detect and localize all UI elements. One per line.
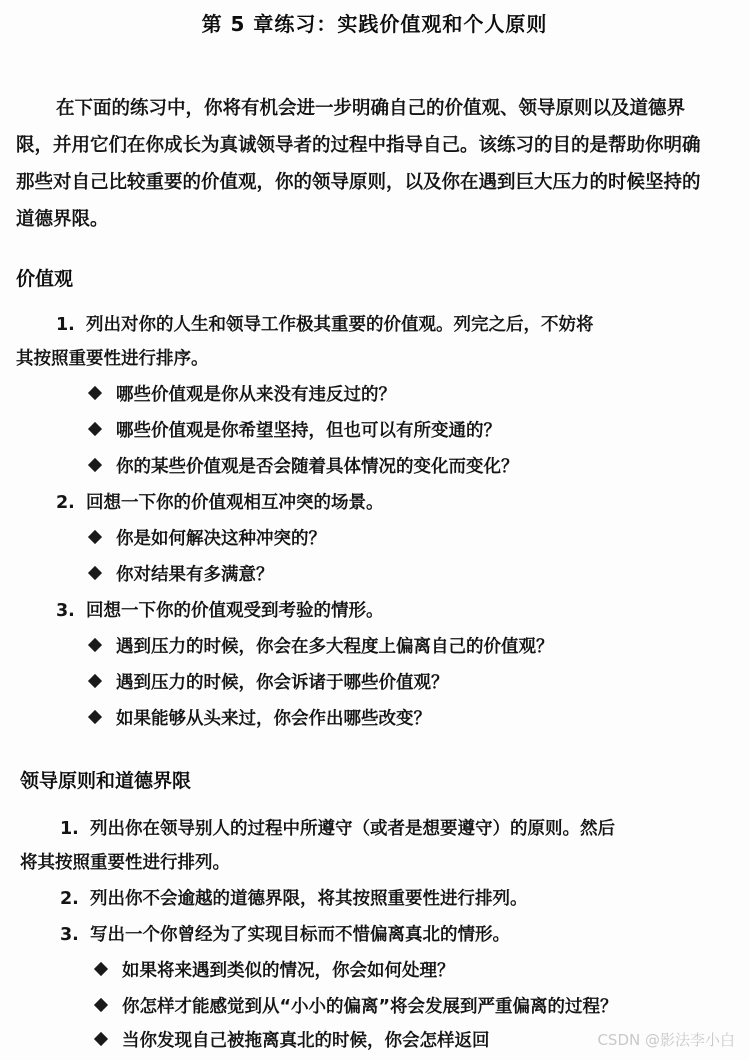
bullet-item	[96, 990, 618, 1024]
bullet-text: 你对结果有多满意？	[116, 565, 274, 585]
bullet-text: 如果能够从头来过，你会作出哪些改变？	[116, 709, 431, 729]
bullet-diamond-icon	[88, 566, 102, 580]
bullet-diamond-icon	[88, 674, 102, 688]
bullet-diamond-icon	[88, 710, 102, 724]
item-text: 回想一下你的价值观受到考验的情形。	[86, 601, 384, 621]
intro-paragraph: 在下面的练习中，你将有机会进一步明确自己的价值观、领导原则以及道德界限，并用它们在你成长为真诚领导者的过程中指导自己。该练习的目的是帮助你明确那些对自己比较重要的价值观，你的领导原则，以及你在遇到巨大压力的时候坚持的道德界限。	[16, 98, 701, 230]
bullet-item	[90, 666, 449, 700]
watermark: CSDN @影法李小白	[597, 1031, 735, 1049]
list-item	[60, 812, 615, 846]
bullet-diamond-icon	[88, 530, 102, 544]
bullet-diamond-icon	[88, 422, 102, 436]
chapter-title: 第 5 章练习：实践价值观和个人原则	[201, 12, 548, 36]
bullet-item	[96, 1024, 490, 1058]
item-number: 3.	[56, 601, 75, 621]
bullet-item	[90, 558, 274, 592]
list-item	[56, 308, 594, 342]
bullet-item	[90, 378, 396, 412]
list-item	[60, 882, 528, 916]
item-text: 回想一下你的价值观相互冲突的场景。	[86, 493, 384, 513]
bullet-diamond-icon	[94, 962, 108, 976]
bullet-diamond-icon	[94, 1032, 108, 1046]
section-heading-values: 价值观	[16, 268, 74, 290]
item-text: 写出一个你曾经为了实现目标而不惜偏离真北的情形。	[90, 925, 510, 945]
item-text: 列出你在领导别人的过程中所遵守（或者是想要遵守）的原则。然后	[90, 819, 615, 839]
bullet-diamond-icon	[88, 386, 102, 400]
bullet-item	[90, 702, 431, 736]
bullet-item	[90, 522, 326, 556]
item-number: 1.	[60, 819, 79, 839]
bullet-item	[90, 630, 554, 664]
item-number: 3.	[60, 925, 79, 945]
list-item	[56, 486, 384, 520]
bullet-item	[96, 954, 455, 988]
bullet-text: 当你发现自己被拖离真北的时候，你会怎样返回	[122, 1031, 490, 1051]
bullet-text: 你是如何解决这种冲突的？	[116, 529, 326, 549]
section-heading-principles: 领导原则和道德界限	[20, 770, 192, 792]
bullet-text: 你怎样才能感觉到从“小小的偏离”将会发展到严重偏离的过程？	[122, 997, 618, 1017]
bullet-text: 你的某些价值观是否会随着具体情况的变化而变化？	[116, 457, 519, 477]
list-item	[60, 918, 510, 952]
item-number: 2.	[60, 889, 79, 909]
bullet-diamond-icon	[94, 998, 108, 1012]
bullet-text: 哪些价值观是你希望坚持，但也可以有所变通的？	[116, 421, 501, 441]
bullet-item	[90, 414, 501, 448]
item-number: 2.	[56, 493, 75, 513]
item-text: 列出你不会逾越的道德界限，将其按照重要性进行排列。	[90, 889, 528, 909]
bullet-item	[90, 450, 519, 484]
bullet-text: 遇到压力的时候，你会诉诸于哪些价值观？	[116, 673, 449, 693]
list-item-continuation: 其按照重要性进行排序。	[16, 349, 209, 369]
bullet-diamond-icon	[88, 458, 102, 472]
bullet-text: 遇到压力的时候，你会在多大程度上偏离自己的价值观？	[116, 637, 554, 657]
bullet-text: 如果将来遇到类似的情况，你会如何处理？	[122, 961, 455, 981]
list-item-continuation: 将其按照重要性进行排列。	[20, 853, 230, 873]
item-text: 列出对你的人生和领导工作极其重要的价值观。列完之后，不妨将	[86, 315, 594, 335]
bullet-text: 哪些价值观是你从来没有违反过的？	[116, 385, 396, 405]
list-item	[56, 594, 384, 628]
item-number: 1.	[56, 315, 75, 335]
bullet-diamond-icon	[88, 638, 102, 652]
